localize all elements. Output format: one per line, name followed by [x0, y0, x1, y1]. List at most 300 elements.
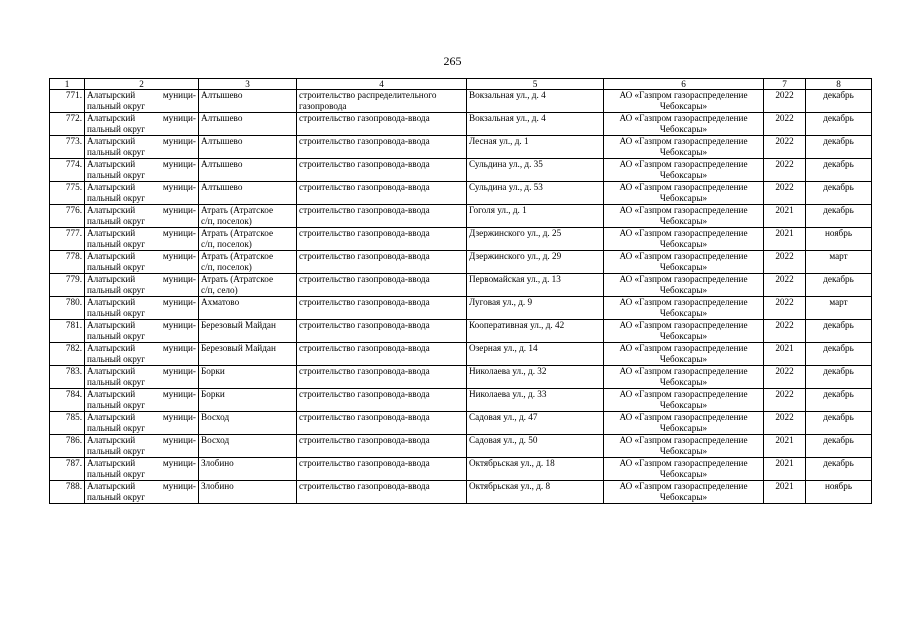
district-line-2: пальный округ [87, 170, 146, 180]
work-type-cell [297, 182, 467, 205]
year-cell: 2021 [764, 343, 806, 366]
address-cell: Садовая ул., д. 50 [467, 435, 604, 458]
year-cell: 2022 [764, 182, 806, 205]
district-cell [85, 412, 199, 435]
settlement-line-1: Березовый Майдан [201, 320, 276, 330]
work-type-cell [297, 297, 467, 320]
organization-cell [604, 343, 764, 366]
address-cell: Первомайская ул., д. 13 [467, 274, 604, 297]
row-number: 785. [50, 412, 85, 435]
work-type-cell [297, 113, 467, 136]
month-cell: ноябрь [806, 228, 872, 251]
organization-cell [604, 458, 764, 481]
district-line-1 [87, 435, 196, 446]
district-cell [85, 389, 199, 412]
column-header: 7 [764, 79, 806, 90]
organization-line-1: АО «Газпром газораспределение [619, 159, 748, 169]
work-type-line-1: строительство газопровода-ввода [299, 228, 430, 238]
district-word: Алатырский [87, 90, 136, 100]
organization-cell [604, 320, 764, 343]
table-row [50, 297, 872, 320]
district-word: муници- [162, 159, 196, 169]
year-cell: 2022 [764, 251, 806, 274]
month-cell: декабрь [806, 389, 872, 412]
month-cell: март [806, 297, 872, 320]
district-word: муници- [162, 228, 196, 238]
organization-line-2: Чебоксары» [659, 492, 708, 502]
district-line-1 [87, 458, 196, 469]
table-row [50, 435, 872, 458]
address-cell: Николаева ул., д. 33 [467, 389, 604, 412]
month-cell: декабрь [806, 136, 872, 159]
settlement-line-2: с/п, поселок) [201, 262, 252, 272]
address-cell: Дзержинского ул., д. 25 [467, 228, 604, 251]
organization-line-2: Чебоксары» [659, 400, 708, 410]
district-word: Алатырский [87, 228, 136, 238]
settlement-cell [199, 412, 297, 435]
organization-cell [604, 412, 764, 435]
organization-line-2: Чебоксары» [659, 331, 708, 341]
district-word: Алатырский [87, 274, 136, 284]
district-word: муници- [162, 182, 196, 192]
work-type-line-1: строительство газопровода-ввода [299, 297, 430, 307]
organization-line-1: АО «Газпром газораспределение [619, 343, 748, 353]
district-word: Алатырский [87, 251, 136, 261]
settlement-cell [199, 182, 297, 205]
district-line-1 [87, 251, 196, 262]
year-cell: 2021 [764, 435, 806, 458]
district-word: муници- [162, 113, 196, 123]
work-type-cell [297, 481, 467, 504]
organization-line-2: Чебоксары» [659, 285, 708, 295]
settlement-cell [199, 159, 297, 182]
district-line-1 [87, 182, 196, 193]
column-header: 6 [604, 79, 764, 90]
district-cell [85, 251, 199, 274]
district-line-2: пальный округ [87, 492, 146, 502]
district-line-2: пальный округ [87, 469, 146, 479]
year-cell: 2022 [764, 297, 806, 320]
district-word: муници- [162, 297, 196, 307]
work-type-cell [297, 274, 467, 297]
organization-line-1: АО «Газпром газораспределение [619, 435, 748, 445]
organization-line-2: Чебоксары» [659, 308, 708, 318]
district-line-1 [87, 205, 196, 216]
settlement-line-1: Ахматово [201, 297, 240, 307]
row-number: 777. [50, 228, 85, 251]
district-word: Алатырский [87, 297, 136, 307]
column-header: 2 [85, 79, 199, 90]
organization-line-1: АО «Газпром газораспределение [619, 297, 748, 307]
year-cell: 2022 [764, 159, 806, 182]
settlement-cell [199, 205, 297, 228]
district-cell [85, 182, 199, 205]
address-cell: Октябрьская ул., д. 8 [467, 481, 604, 504]
work-type-line-1: строительство газопровода-ввода [299, 458, 430, 468]
district-word: муници- [162, 251, 196, 261]
month-cell: декабрь [806, 412, 872, 435]
row-number: 771. [50, 90, 85, 113]
district-word: муници- [162, 205, 196, 215]
district-word: Алатырский [87, 159, 136, 169]
organization-line-1: АО «Газпром газораспределение [619, 320, 748, 330]
row-number: 781. [50, 320, 85, 343]
district-cell [85, 320, 199, 343]
month-cell: декабрь [806, 159, 872, 182]
district-word: муници- [162, 481, 196, 491]
district-line-1 [87, 297, 196, 308]
organization-line-2: Чебоксары» [659, 377, 708, 387]
work-type-line-1: строительство газопровода-ввода [299, 343, 430, 353]
work-type-line-1: строительство газопровода-ввода [299, 320, 430, 330]
work-type-cell [297, 343, 467, 366]
month-cell: декабрь [806, 435, 872, 458]
settlement-cell [199, 435, 297, 458]
district-word: Алатырский [87, 389, 136, 399]
month-cell: март [806, 251, 872, 274]
settlement-line-1: Березовый Майдан [201, 343, 276, 353]
district-cell [85, 113, 199, 136]
district-word: Алатырский [87, 182, 136, 192]
year-cell: 2022 [764, 90, 806, 113]
month-cell: декабрь [806, 366, 872, 389]
organization-line-2: Чебоксары» [659, 124, 708, 134]
address-cell: Вокзальная ул., д. 4 [467, 90, 604, 113]
month-cell: декабрь [806, 320, 872, 343]
column-header: 3 [199, 79, 297, 90]
district-line-1 [87, 90, 196, 101]
table-row [50, 113, 872, 136]
settlement-line-1: Злобино [201, 481, 234, 491]
organization-line-2: Чебоксары» [659, 216, 708, 226]
district-cell [85, 458, 199, 481]
address-cell: Сульдина ул., д. 53 [467, 182, 604, 205]
table-row [50, 366, 872, 389]
district-word: муници- [162, 458, 196, 468]
district-word: Алатырский [87, 458, 136, 468]
district-word: Алатырский [87, 136, 136, 146]
address-cell: Садовая ул., д. 47 [467, 412, 604, 435]
year-cell: 2022 [764, 412, 806, 435]
address-cell: Николаева ул., д. 32 [467, 366, 604, 389]
address-cell: Лесная ул., д. 1 [467, 136, 604, 159]
settlement-cell [199, 481, 297, 504]
district-word: Алатырский [87, 435, 136, 445]
district-line-1 [87, 320, 196, 331]
settlement-line-1: Восход [201, 412, 230, 422]
year-cell: 2021 [764, 205, 806, 228]
address-cell: Дзержинского ул., д. 29 [467, 251, 604, 274]
address-cell: Гоголя ул., д. 1 [467, 205, 604, 228]
table-row [50, 389, 872, 412]
work-type-cell [297, 458, 467, 481]
row-number: 784. [50, 389, 85, 412]
row-number: 778. [50, 251, 85, 274]
district-word: Алатырский [87, 343, 136, 353]
organization-cell [604, 297, 764, 320]
address-cell: Вокзальная ул., д. 4 [467, 113, 604, 136]
district-cell [85, 205, 199, 228]
district-line-2: пальный округ [87, 285, 146, 295]
work-type-line-1: строительство газопровода-ввода [299, 251, 430, 261]
row-number: 788. [50, 481, 85, 504]
district-cell [85, 90, 199, 113]
settlement-line-1: Алтышево [201, 136, 243, 146]
row-number: 783. [50, 366, 85, 389]
address-cell: Октябрьская ул., д. 18 [467, 458, 604, 481]
row-number: 775. [50, 182, 85, 205]
organization-line-2: Чебоксары» [659, 446, 708, 456]
row-number: 786. [50, 435, 85, 458]
district-word: муници- [162, 90, 196, 100]
settlement-cell [199, 228, 297, 251]
organization-cell [604, 136, 764, 159]
work-type-line-1: строительство газопровода-ввода [299, 205, 430, 215]
organization-line-1: АО «Газпром газораспределение [619, 205, 748, 215]
organization-cell [604, 90, 764, 113]
district-cell [85, 366, 199, 389]
organization-cell [604, 366, 764, 389]
settlement-line-1: Борки [201, 366, 225, 376]
district-word: Алатырский [87, 113, 136, 123]
work-type-line-1: строительство газопровода-ввода [299, 159, 430, 169]
settlement-line-1: Атрать (Атратское [201, 205, 274, 215]
work-type-line-1: строительство газопровода-ввода [299, 136, 430, 146]
district-word: Алатырский [87, 205, 136, 215]
table-row [50, 90, 872, 113]
address-cell: Сульдина ул., д. 35 [467, 159, 604, 182]
column-header: 1 [50, 79, 85, 90]
month-cell: декабрь [806, 113, 872, 136]
organization-cell [604, 159, 764, 182]
work-type-cell [297, 228, 467, 251]
settlement-cell [199, 320, 297, 343]
district-line-1 [87, 389, 196, 400]
column-header: 5 [467, 79, 604, 90]
settlement-line-1: Злобино [201, 458, 234, 468]
work-type-line-1: строительство газопровода-ввода [299, 113, 430, 123]
work-type-line-1: строительство распределительного [299, 90, 437, 100]
table-row [50, 205, 872, 228]
organization-line-1: АО «Газпром газораспределение [619, 274, 748, 284]
district-line-2: пальный округ [87, 124, 146, 134]
district-line-1 [87, 274, 196, 285]
settlement-line-2: с/п, поселок) [201, 239, 252, 249]
column-number-header-row [50, 79, 872, 90]
organization-cell [604, 274, 764, 297]
year-cell: 2022 [764, 320, 806, 343]
document-table [49, 78, 872, 504]
work-type-cell [297, 389, 467, 412]
month-cell: декабрь [806, 205, 872, 228]
work-type-cell [297, 136, 467, 159]
district-word: муници- [162, 412, 196, 422]
district-cell [85, 297, 199, 320]
month-cell: декабрь [806, 458, 872, 481]
district-word: муници- [162, 389, 196, 399]
address-cell: Озерная ул., д. 14 [467, 343, 604, 366]
year-cell: 2022 [764, 136, 806, 159]
work-type-cell [297, 251, 467, 274]
district-line-2: пальный округ [87, 239, 146, 249]
settlement-cell [199, 113, 297, 136]
year-cell: 2022 [764, 366, 806, 389]
row-number: 782. [50, 343, 85, 366]
settlement-cell [199, 458, 297, 481]
district-line-2: пальный округ [87, 331, 146, 341]
district-line-2: пальный округ [87, 216, 146, 226]
district-cell [85, 136, 199, 159]
organization-line-1: АО «Газпром газораспределение [619, 481, 748, 491]
row-number: 773. [50, 136, 85, 159]
district-word: муници- [162, 136, 196, 146]
work-type-cell [297, 412, 467, 435]
page-number: 265 [443, 54, 462, 68]
settlement-cell [199, 274, 297, 297]
organization-line-1: АО «Газпром газораспределение [619, 228, 748, 238]
organization-line-1: АО «Газпром газораспределение [619, 90, 748, 100]
work-type-line-1: строительство газопровода-ввода [299, 481, 430, 491]
district-line-2: пальный округ [87, 377, 146, 387]
year-cell: 2022 [764, 274, 806, 297]
table-row [50, 182, 872, 205]
district-line-2: пальный округ [87, 446, 146, 456]
organization-cell [604, 389, 764, 412]
organization-cell [604, 251, 764, 274]
address-cell: Кооперативная ул., д. 42 [467, 320, 604, 343]
month-cell: ноябрь [806, 481, 872, 504]
district-line-2: пальный округ [87, 101, 146, 111]
organization-line-2: Чебоксары» [659, 147, 708, 157]
work-type-line-1: строительство газопровода-ввода [299, 435, 430, 445]
district-word: муници- [162, 274, 196, 284]
settlement-line-1: Алтышево [201, 113, 243, 123]
settlement-cell [199, 251, 297, 274]
row-number: 772. [50, 113, 85, 136]
settlement-line-1: Атрать (Атратское [201, 228, 274, 238]
district-line-2: пальный округ [87, 423, 146, 433]
settlement-cell [199, 136, 297, 159]
settlement-cell [199, 343, 297, 366]
organization-cell [604, 205, 764, 228]
table-row [50, 251, 872, 274]
organization-cell [604, 113, 764, 136]
organization-line-1: АО «Газпром газораспределение [619, 136, 748, 146]
row-number: 774. [50, 159, 85, 182]
district-line-1 [87, 343, 196, 354]
row-number: 787. [50, 458, 85, 481]
work-type-cell [297, 205, 467, 228]
district-cell [85, 435, 199, 458]
organization-line-2: Чебоксары» [659, 354, 708, 364]
settlement-cell [199, 90, 297, 113]
row-number: 780. [50, 297, 85, 320]
table-row [50, 320, 872, 343]
month-cell: декабрь [806, 90, 872, 113]
organization-line-2: Чебоксары» [659, 101, 708, 111]
district-line-1 [87, 228, 196, 239]
organization-cell [604, 435, 764, 458]
work-type-line-2: газопровода [299, 101, 347, 111]
work-type-cell [297, 320, 467, 343]
district-word: муници- [162, 366, 196, 376]
district-line-1 [87, 113, 196, 124]
table-row [50, 343, 872, 366]
district-word: Алатырский [87, 366, 136, 376]
row-number: 776. [50, 205, 85, 228]
district-line-1 [87, 412, 196, 423]
month-cell: декабрь [806, 182, 872, 205]
work-type-line-1: строительство газопровода-ввода [299, 366, 430, 376]
district-word: Алатырский [87, 320, 136, 330]
year-cell: 2021 [764, 458, 806, 481]
district-word: Алатырский [87, 412, 136, 422]
district-word: муници- [162, 320, 196, 330]
district-cell [85, 228, 199, 251]
organization-line-1: АО «Газпром газораспределение [619, 113, 748, 123]
organization-line-2: Чебоксары» [659, 262, 708, 272]
district-line-1 [87, 159, 196, 170]
organization-line-2: Чебоксары» [659, 170, 708, 180]
work-type-line-1: строительство газопровода-ввода [299, 182, 430, 192]
work-type-line-1: строительство газопровода-ввода [299, 274, 430, 284]
organization-line-1: АО «Газпром газораспределение [619, 366, 748, 376]
organization-line-2: Чебоксары» [659, 239, 708, 249]
settlement-cell [199, 366, 297, 389]
organization-cell [604, 228, 764, 251]
table-row [50, 228, 872, 251]
month-cell: декабрь [806, 343, 872, 366]
table-row [50, 136, 872, 159]
work-type-cell [297, 159, 467, 182]
work-type-cell [297, 90, 467, 113]
settlement-cell [199, 389, 297, 412]
settlement-cell [199, 297, 297, 320]
organization-cell [604, 182, 764, 205]
month-cell: декабрь [806, 274, 872, 297]
district-line-2: пальный округ [87, 193, 146, 203]
district-cell [85, 481, 199, 504]
year-cell: 2021 [764, 228, 806, 251]
district-word: муници- [162, 343, 196, 353]
address-cell: Луговая ул., д. 9 [467, 297, 604, 320]
year-cell: 2022 [764, 389, 806, 412]
settlement-line-1: Алтышево [201, 182, 243, 192]
work-type-line-1: строительство газопровода-ввода [299, 412, 430, 422]
settlement-line-2: с/п, поселок) [201, 216, 252, 226]
district-line-2: пальный округ [87, 147, 146, 157]
row-number: 779. [50, 274, 85, 297]
organization-line-1: АО «Газпром газораспределение [619, 458, 748, 468]
table-row [50, 412, 872, 435]
table-row [50, 274, 872, 297]
district-word: Алатырский [87, 481, 136, 491]
district-cell [85, 274, 199, 297]
organization-line-1: АО «Газпром газораспределение [619, 389, 748, 399]
district-line-2: пальный округ [87, 308, 146, 318]
settlement-line-1: Алтышево [201, 159, 243, 169]
settlement-line-1: Алтышево [201, 90, 243, 100]
year-cell: 2021 [764, 481, 806, 504]
organization-line-1: АО «Газпром газораспределение [619, 251, 748, 261]
settlement-line-1: Борки [201, 389, 225, 399]
district-line-2: пальный округ [87, 400, 146, 410]
settlement-line-1: Атрать (Атратское [201, 274, 274, 284]
district-word: муници- [162, 435, 196, 445]
work-type-cell [297, 366, 467, 389]
organization-line-1: АО «Газпром газораспределение [619, 182, 748, 192]
organization-line-2: Чебоксары» [659, 423, 708, 433]
